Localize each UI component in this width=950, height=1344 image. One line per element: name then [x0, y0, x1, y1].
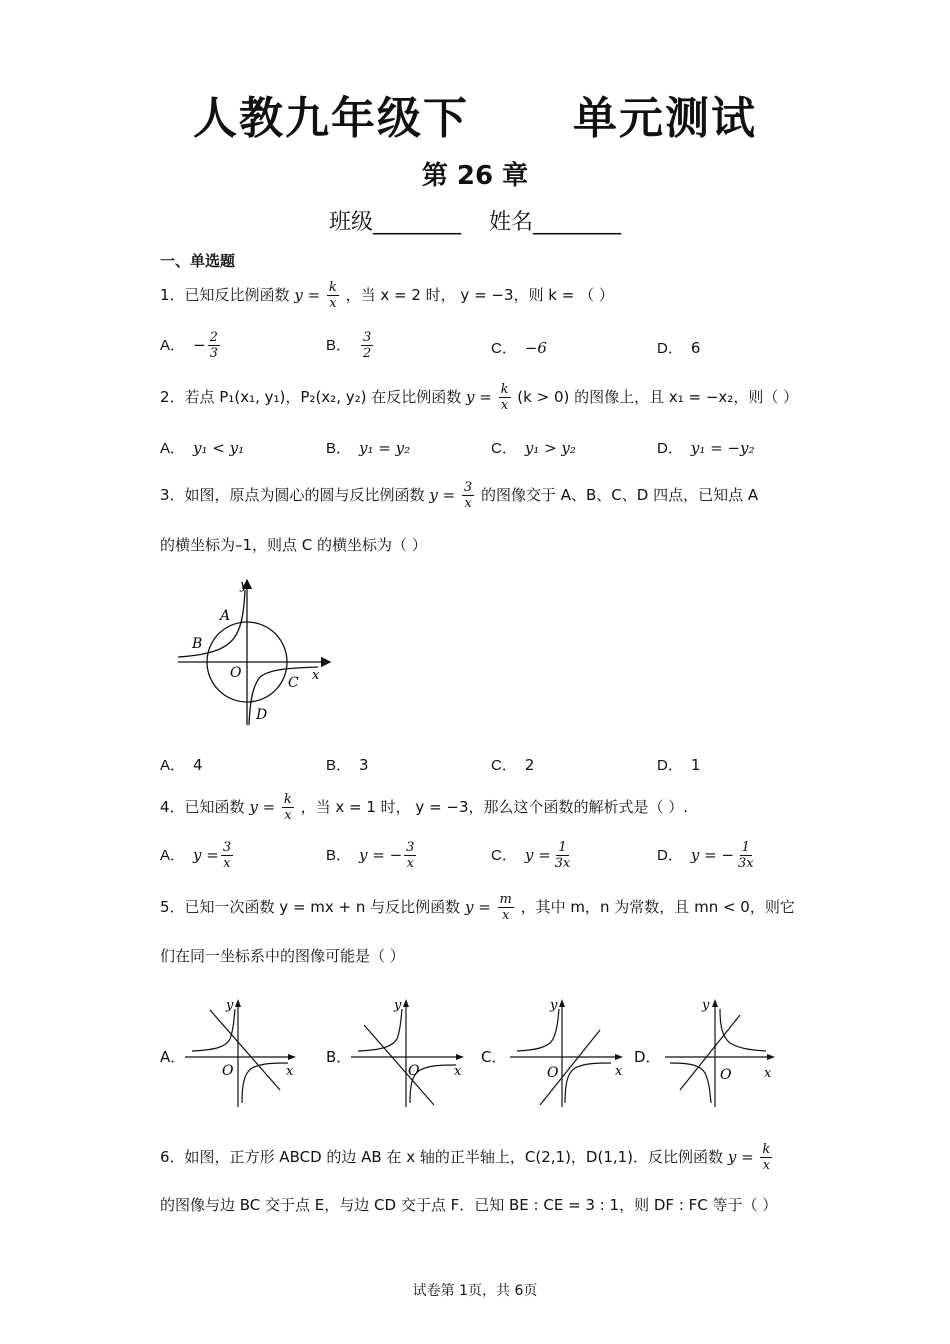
option-prefix: y = — [193, 846, 219, 864]
label-o: O — [230, 665, 242, 681]
frac-den: 3x — [554, 856, 571, 871]
q5-frac-num: m — [499, 892, 512, 907]
option-text: 4 — [193, 756, 203, 774]
option-label: B． — [326, 337, 352, 354]
label-x: x — [764, 1066, 772, 1081]
q5-graph-c[interactable] — [505, 995, 630, 1110]
option-text: 3 — [359, 756, 369, 774]
option-label: D． — [657, 440, 683, 457]
option-label: A． — [160, 337, 186, 354]
question-5 — [160, 892, 795, 923]
label-c: C — [288, 675, 299, 691]
label-y: y — [550, 998, 558, 1013]
q4-yeq: y = — [249, 798, 276, 816]
q1-fraction — [327, 280, 339, 311]
option-label: C． — [491, 847, 517, 864]
line — [364, 1025, 434, 1105]
hyperbola — [565, 1063, 611, 1103]
frac-num: 1 — [741, 840, 750, 855]
q5-head: 5．已知一次函数 y = mx + n 与反比例函数 — [160, 898, 461, 916]
q4-option-b[interactable] — [326, 840, 418, 871]
q2-tail: (k > 0) 的图像上，且 x₁ = −x₂，则（ ） — [517, 388, 799, 406]
option-fraction — [221, 840, 233, 871]
frac-num: 1 — [558, 840, 567, 855]
q2-option-c[interactable] — [491, 437, 576, 458]
option-prefix: y = − — [690, 846, 734, 864]
q6-line-2: 的图像与边 BC 交于点 E，与边 CD 交于点 F．已知 BE : CE = 3 : 1，则 DF : FC 等于（ ） — [160, 1196, 778, 1214]
question-4 — [160, 792, 688, 823]
option-prefix: y = − — [359, 846, 403, 864]
label-y: y — [240, 578, 248, 593]
hyperbola — [517, 1009, 559, 1051]
option-label: B． — [326, 757, 352, 774]
label-y: y — [702, 998, 710, 1013]
q1-tail: ，当 x = 2 时， y = −3，则 k = （ ） — [345, 286, 614, 304]
q1-option-b[interactable] — [326, 330, 375, 361]
q3-option-a[interactable] — [160, 754, 203, 775]
arrow-icon — [615, 1054, 623, 1060]
q5-option-d-label[interactable]: D． — [634, 1048, 661, 1066]
option-prefix: − — [193, 336, 206, 354]
class-name-line: 班级________ 姓名________ — [329, 210, 621, 235]
q4-head: 4．已知函数 — [160, 798, 245, 816]
frac-den: x — [406, 856, 414, 871]
option-text: 1 — [690, 756, 701, 774]
option-prefix: y = — [524, 846, 551, 864]
frac-den: 3 — [209, 346, 218, 361]
q2-frac-num: k — [500, 382, 509, 397]
q3-option-b[interactable] — [326, 754, 369, 775]
question-6 — [160, 1142, 774, 1173]
q5-graph-a[interactable] — [180, 995, 300, 1110]
question-1 — [160, 280, 614, 311]
label-a: A — [220, 608, 231, 624]
q5-frac-den: x — [502, 908, 510, 923]
option-fraction — [736, 840, 756, 871]
option-label: B． — [326, 847, 352, 864]
option-label: D． — [657, 757, 683, 774]
q1-yeq: y = — [294, 286, 321, 304]
q3-figure — [170, 575, 340, 735]
frac-den: x — [223, 856, 231, 871]
option-text: y₁ < y₁ — [193, 439, 245, 457]
q4-option-d[interactable] — [657, 840, 758, 871]
q6-fraction — [760, 1142, 772, 1173]
q2-fraction — [499, 382, 511, 413]
q4-fraction — [282, 792, 294, 823]
arrow-icon — [559, 999, 565, 1007]
label-x: x — [615, 1064, 623, 1079]
q3-option-c[interactable] — [491, 754, 534, 775]
q6-frac-den: x — [762, 1158, 771, 1173]
q2-option-b[interactable] — [326, 437, 410, 458]
option-label: D． — [657, 847, 683, 864]
label-o: O — [408, 1063, 420, 1079]
option-fraction — [404, 840, 416, 871]
q5-line-2: 们在同一坐标系中的图像可能是（ ） — [160, 947, 405, 965]
option-label: B． — [326, 440, 352, 457]
page-title: 人教九年级下 单元测试 — [193, 93, 757, 144]
q4-option-c[interactable] — [491, 840, 574, 871]
frac-num: 2 — [209, 330, 218, 345]
q2-yeq: y = — [466, 388, 492, 406]
option-label: A． — [160, 757, 186, 774]
q1-option-c[interactable] — [491, 337, 547, 358]
q4-tail: ，当 x = 1 时， y = −3，那么这个函数的解析式是（ ）. — [300, 798, 689, 816]
label-o: O — [720, 1067, 732, 1083]
label-o: O — [222, 1063, 234, 1079]
q1-frac-num: k — [328, 280, 337, 295]
option-text: −6 — [524, 339, 547, 357]
option-fraction — [553, 840, 573, 871]
option-text: y₁ > y₂ — [524, 439, 576, 457]
hyperbola — [242, 1063, 288, 1103]
frac-den: 3x — [738, 856, 754, 871]
hyperbola — [720, 1009, 766, 1051]
option-label: A． — [160, 847, 186, 864]
q6-yeq: y = — [727, 1148, 754, 1166]
frac-num: 3 — [406, 840, 415, 855]
section-title: 一、单选题 — [160, 252, 236, 270]
arrow-icon — [712, 999, 718, 1007]
q4-frac-num: k — [283, 792, 292, 807]
q3-tail: 的图像交于 A、B、C、D 四点，已知点 A — [480, 486, 759, 504]
q3-frac-num: 3 — [463, 480, 473, 495]
arrow-icon — [767, 1054, 775, 1060]
q3-option-d[interactable] — [657, 754, 700, 775]
arrow-icon — [403, 999, 409, 1007]
q5-fraction — [498, 892, 514, 923]
q3-line-2: 的横坐标为–1，则点 C 的横坐标为（ ） — [160, 536, 427, 554]
q1-option-a[interactable] — [160, 330, 222, 361]
chapter-heading: 第 26 章 — [421, 161, 529, 191]
q5-option-b-label[interactable]: B． — [326, 1048, 352, 1066]
q1-frac-den: x — [329, 296, 337, 311]
option-text: y₁ = y₂ — [359, 439, 411, 457]
q5-yeq: y = — [464, 898, 491, 916]
q5-tail: ，其中 m，n 为常数，且 mn < 0，则它 — [520, 898, 795, 916]
label-o: O — [547, 1065, 559, 1081]
label-x: x — [454, 1064, 462, 1079]
arrow-icon — [456, 1054, 464, 1060]
option-fraction — [361, 330, 373, 361]
q5-option-c-label[interactable]: C． — [481, 1048, 507, 1066]
q2-option-a[interactable] — [160, 437, 244, 458]
q4-frac-den: x — [284, 808, 292, 823]
q2-head: 2．若点 P₁(x₁, y₁)，P₂(x₂, y₂) 在反比例函数 — [160, 388, 462, 406]
q5-graph-d[interactable] — [660, 995, 785, 1110]
label-y: y — [226, 998, 234, 1013]
arrow-icon — [288, 1054, 296, 1060]
question-3 — [160, 480, 758, 511]
label-x: x — [286, 1064, 294, 1079]
q4-option-a[interactable] — [160, 840, 235, 871]
label-x: x — [312, 668, 320, 683]
hyperbola — [670, 1063, 711, 1103]
q3-head: 3．如图，原点为圆心的圆与反比例函数 — [160, 486, 425, 504]
option-label: D． — [657, 340, 683, 357]
q3-frac-den: x — [464, 496, 472, 511]
q2-frac-den: x — [500, 398, 509, 413]
q3-yeq: y = — [429, 486, 456, 504]
hyperbola — [192, 1009, 235, 1051]
q3-fraction — [462, 480, 474, 511]
q6-head: 6．如图，正方形 ABCD 的边 AB 在 x 轴的正半轴上，C(2,1)，D(1,1)．反比例函数 — [160, 1148, 724, 1166]
q2-option-d[interactable] — [657, 437, 755, 458]
question-2 — [160, 382, 798, 413]
option-fraction — [208, 330, 220, 361]
option-text: y₁ = −y₂ — [690, 439, 755, 457]
frac-den: 2 — [363, 346, 372, 361]
q1-number: 1．已知反比例函数 — [160, 286, 290, 304]
q6-frac-num: k — [762, 1142, 771, 1157]
option-label: C． — [491, 340, 517, 357]
q1-option-d[interactable] — [657, 337, 700, 358]
hyperbola — [358, 1009, 402, 1051]
page-footer: 试卷第 1页，共 6页 — [412, 1283, 538, 1299]
frac-num: 3 — [222, 840, 232, 855]
label-y: y — [394, 998, 402, 1013]
label-b: B — [192, 636, 203, 652]
q5-graph-b[interactable] — [346, 995, 471, 1110]
frac-num: 3 — [363, 330, 372, 345]
q5-option-a-label[interactable]: A． — [160, 1048, 186, 1066]
option-label: A． — [160, 440, 186, 457]
option-label: C． — [491, 440, 517, 457]
option-text: 2 — [524, 756, 535, 774]
label-d: D — [256, 707, 268, 723]
option-label: C． — [491, 757, 517, 774]
arrow-icon — [235, 999, 241, 1007]
option-text: 6 — [690, 339, 701, 357]
